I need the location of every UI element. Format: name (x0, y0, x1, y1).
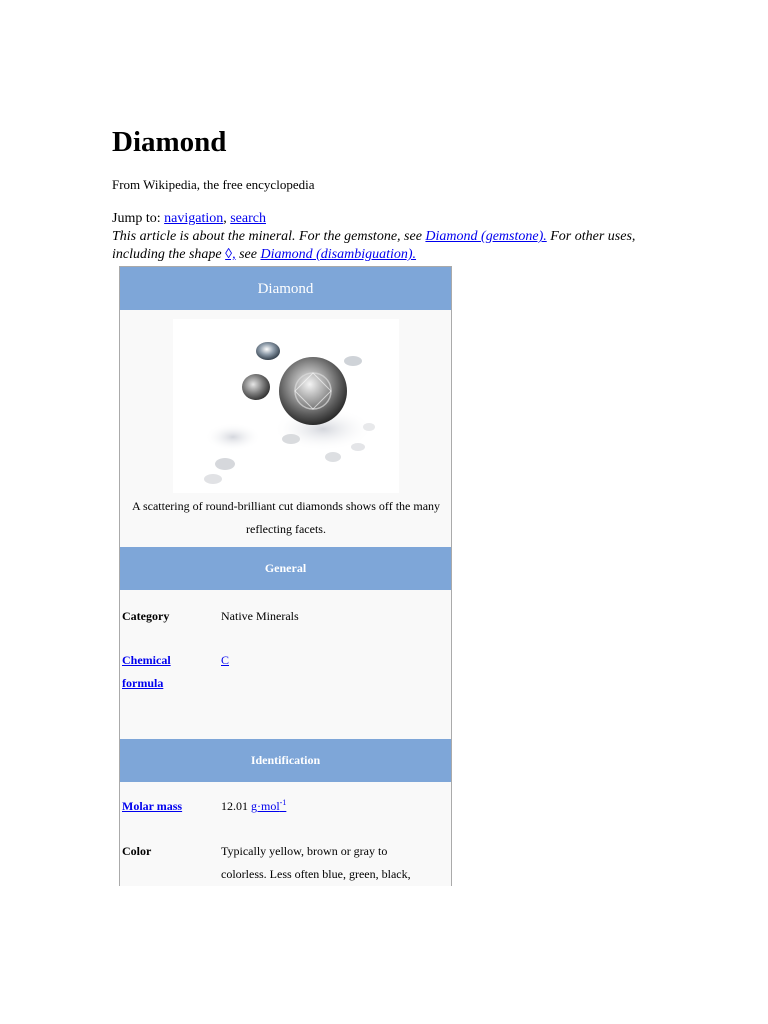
navigation-link[interactable]: navigation (164, 211, 224, 226)
hatnote (112, 228, 657, 264)
chemical-formula-value (221, 649, 446, 672)
molar-mass-value (221, 795, 446, 818)
diamonds-illustration (173, 319, 399, 493)
category-value: Native Minerals (221, 609, 299, 623)
category-label: Category (122, 609, 170, 623)
molar-mass-unit: g·mol (251, 799, 280, 813)
molar-mass-label (122, 795, 212, 818)
diamond-shape-link[interactable]: ◊, (225, 247, 236, 262)
color-label: Color (122, 844, 152, 858)
jump-to-label: Jump to: (112, 211, 161, 226)
diamonds-image[interactable] (173, 319, 399, 493)
color-value (221, 840, 446, 886)
molar-mass-link[interactable]: Molar mass (122, 799, 183, 813)
molar-mass-unit-link[interactable] (251, 799, 286, 813)
infobox-title: Diamond (120, 267, 451, 310)
color-value-line2: colorless. Less often blue, green, black, (221, 867, 411, 881)
chemical-formula-link-line1[interactable]: Chemical (122, 653, 171, 667)
image-caption: A scattering of round-brilliant cut diamonds shows off the many reflecting facets. (131, 499, 441, 536)
diamond-disambiguation-link[interactable]: Diamond (disambiguation). (260, 247, 417, 262)
hatnote-text-3: see (239, 247, 257, 262)
chemical-formula-label (122, 649, 212, 695)
search-link[interactable]: search (230, 211, 266, 226)
color-value-line1: Typically yellow, brown or gray to (221, 844, 388, 858)
molar-mass-number: 12.01 (221, 799, 248, 813)
carbon-link[interactable]: C (221, 653, 230, 667)
infobox (119, 266, 452, 886)
hatnote-text-1: This article is about the mineral. For the gemstone, see (112, 229, 422, 244)
jump-separator: , (223, 211, 227, 226)
section-identification: Identification (120, 739, 451, 782)
molar-mass-unit-exponent: -1 (279, 798, 287, 807)
page-subtitle: From Wikipedia, the free encyclopedia (112, 177, 315, 192)
chemical-formula-link-line2[interactable]: formula (122, 676, 164, 690)
section-general: General (120, 547, 451, 590)
diamond-gemstone-link[interactable]: Diamond (gemstone). (425, 229, 547, 244)
jump-to-bar (112, 210, 266, 228)
hatnote-text-2: For other uses, including the shape (112, 229, 636, 262)
page-title: Diamond (112, 126, 227, 158)
